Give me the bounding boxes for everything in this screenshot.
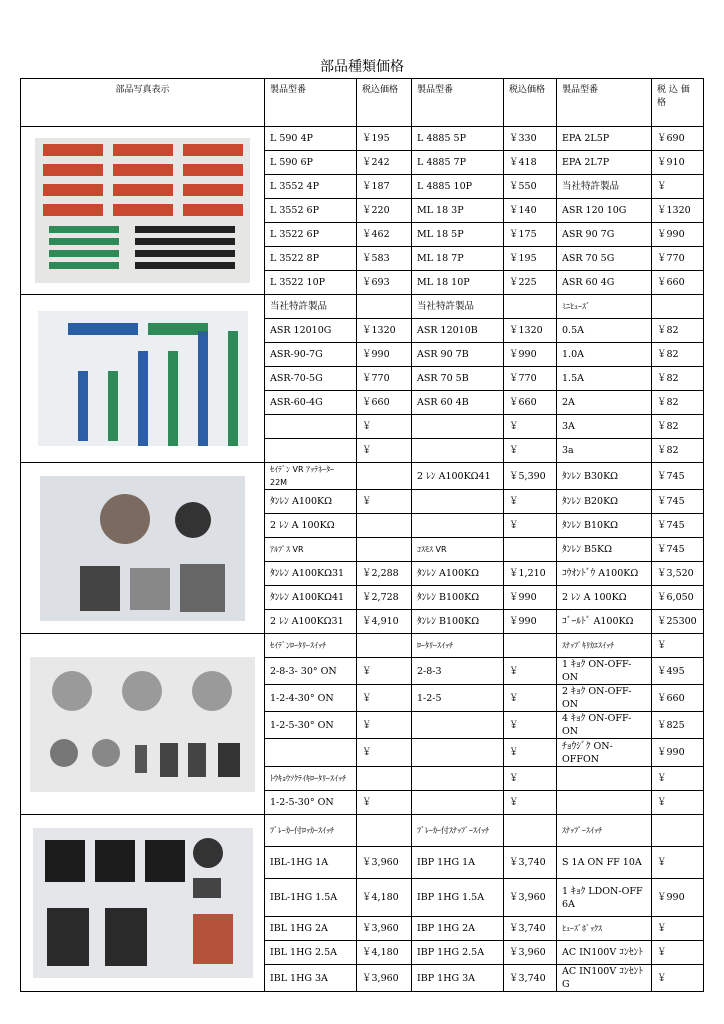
price-cell: ￥: [652, 791, 704, 815]
model-cell: ML 18 5P: [412, 223, 504, 247]
model-cell: L 4885 7P: [412, 151, 504, 175]
price-table: [20, 78, 704, 992]
price-cell: ￥495: [652, 658, 704, 685]
price-cell: ￥82: [652, 415, 704, 439]
price-cell: ￥4,910: [357, 610, 412, 634]
table-row: [21, 634, 704, 658]
price-cell: ￥: [504, 791, 557, 815]
model-cell: ML 18 3P: [412, 199, 504, 223]
price-cell: ￥990: [504, 610, 557, 634]
model-cell: L 4885 5P: [412, 127, 504, 151]
price-cell: ￥330: [504, 127, 557, 151]
model-cell: IBL-1HG 1.5A: [265, 879, 357, 917]
model-cell: [412, 712, 504, 739]
price-cell: ￥550: [504, 175, 557, 199]
price-cell: ￥82: [652, 439, 704, 463]
price-cell: ￥693: [357, 271, 412, 295]
model-cell: [265, 415, 357, 439]
price-cell: ￥25300: [652, 610, 704, 634]
header-model-1: 製品型番: [265, 79, 357, 127]
price-cell: ￥: [357, 658, 412, 685]
model-cell: 当社特許製品: [557, 175, 652, 199]
model-cell: ｾｲﾃﾞﾝ VR ｱｯﾃﾈｰﾀｰ 22M: [265, 463, 357, 490]
section-photo-cell: [21, 815, 265, 992]
model-cell: IBP 1HG 2A: [412, 917, 504, 941]
header-price-2: 税込価格: [504, 79, 557, 127]
model-cell: [412, 415, 504, 439]
model-cell: L 4885 10P: [412, 175, 504, 199]
price-cell: [504, 815, 557, 847]
model-cell: ML 18 10P: [412, 271, 504, 295]
model-cell: IBP 1HG 1A: [412, 847, 504, 879]
price-cell: ￥: [504, 767, 557, 791]
price-cell: ￥745: [652, 514, 704, 538]
table-row: [21, 127, 704, 151]
price-cell: ￥3,740: [504, 847, 557, 879]
price-cell: [504, 538, 557, 562]
price-cell: [357, 767, 412, 791]
model-cell: ASR 12010G: [265, 319, 357, 343]
model-cell: ｺｽﾓｽ VR: [412, 538, 504, 562]
model-cell: IBP 1HG 2.5A: [412, 941, 504, 965]
model-cell: [412, 439, 504, 463]
model-cell: 2 ﾚﾝ A 100KΩ: [557, 586, 652, 610]
price-cell: ￥: [652, 965, 704, 992]
model-cell: L 3522 8P: [265, 247, 357, 271]
price-cell: ￥1320: [652, 199, 704, 223]
model-cell: ﾀﾝﾚﾝ B100KΩ: [412, 586, 504, 610]
price-cell: ￥3,740: [504, 917, 557, 941]
price-cell: ￥: [652, 175, 704, 199]
model-cell: ML 18 7P: [412, 247, 504, 271]
price-cell: ￥660: [357, 391, 412, 415]
model-cell: L 3522 6P: [265, 223, 357, 247]
price-cell: ￥990: [652, 223, 704, 247]
model-cell: ﾛｰﾀﾘｰｽｲｯﾁ: [412, 634, 504, 658]
price-cell: [652, 815, 704, 847]
model-cell: ASR 90 7G: [557, 223, 652, 247]
price-cell: ￥3,960: [357, 917, 412, 941]
header-row: [21, 79, 704, 127]
model-cell: ﾀﾝﾚﾝ B100KΩ: [412, 610, 504, 634]
model-cell: [265, 439, 357, 463]
price-cell: ￥5,390: [504, 463, 557, 490]
table-row: [21, 295, 704, 319]
price-cell: [357, 514, 412, 538]
model-cell: 2 ﾚﾝ A 100KΩ: [265, 514, 357, 538]
model-cell: ﾀﾝﾚﾝ A100KΩ: [412, 562, 504, 586]
model-cell: 2A: [557, 391, 652, 415]
photo-attenuators: [40, 476, 245, 621]
model-cell: ﾀﾝﾚﾝ B10KΩ: [557, 514, 652, 538]
price-cell: [652, 295, 704, 319]
price-cell: ￥187: [357, 175, 412, 199]
model-cell: ASR-90-7G: [265, 343, 357, 367]
price-cell: ￥770: [357, 367, 412, 391]
header-model-3: 製品型番: [557, 79, 652, 127]
price-cell: ￥140: [504, 199, 557, 223]
model-cell: IBL 1HG 2.5A: [265, 941, 357, 965]
model-cell: ASR 70 5G: [557, 247, 652, 271]
model-cell: [412, 791, 504, 815]
price-cell: ￥225: [504, 271, 557, 295]
model-cell: ｱﾙﾌﾟｽ VR: [265, 538, 357, 562]
model-cell: 当社特許製品: [412, 295, 504, 319]
model-cell: [412, 767, 504, 791]
price-cell: ￥: [652, 917, 704, 941]
model-cell: [412, 514, 504, 538]
model-cell: ASR 60 4B: [412, 391, 504, 415]
model-cell: ﾀﾝﾚﾝ A100KΩ41: [265, 586, 357, 610]
price-cell: ￥: [357, 739, 412, 767]
price-cell: ￥583: [357, 247, 412, 271]
model-cell: IBL-1HG 1A: [265, 847, 357, 879]
model-cell: [557, 767, 652, 791]
model-cell: 1-2-5: [412, 685, 504, 712]
model-cell: IBP 1HG 1.5A: [412, 879, 504, 917]
model-cell: ASR-60-4G: [265, 391, 357, 415]
price-cell: ￥3,960: [504, 879, 557, 917]
section-photo-cell: [21, 295, 265, 463]
price-cell: ￥: [504, 514, 557, 538]
model-cell: 3a: [557, 439, 652, 463]
header-price-3: 税 込 価格: [652, 79, 704, 127]
price-cell: ￥82: [652, 343, 704, 367]
price-cell: ￥: [652, 767, 704, 791]
model-cell: ﾀﾝﾚﾝ A100KΩ31: [265, 562, 357, 586]
model-cell: 2 ﾚﾝ A100KΩ41: [412, 463, 504, 490]
price-cell: ￥3,740: [504, 965, 557, 992]
model-cell: 1-2-5-30° ON: [265, 791, 357, 815]
price-cell: ￥690: [652, 127, 704, 151]
section-photo-cell: [21, 463, 265, 634]
price-cell: [357, 538, 412, 562]
model-cell: 3A: [557, 415, 652, 439]
price-cell: [357, 295, 412, 319]
price-cell: ￥770: [504, 367, 557, 391]
price-cell: ￥3,960: [357, 965, 412, 992]
price-cell: [357, 634, 412, 658]
model-cell: 1 ｷｮｸ LDON-OFF 6A: [557, 879, 652, 917]
price-cell: ￥220: [357, 199, 412, 223]
photo-terminal-strips: [35, 138, 250, 283]
price-cell: ￥745: [652, 463, 704, 490]
model-cell: 0.5A: [557, 319, 652, 343]
price-cell: ￥: [357, 439, 412, 463]
price-cell: ￥3,960: [357, 847, 412, 879]
model-cell: ﾄｳｷｮｳｿｸﾃｲｷﾛｰﾀﾘｰｽｲｯﾁ: [265, 767, 357, 791]
model-cell: ASR 90 7B: [412, 343, 504, 367]
section-photo-cell: [21, 127, 265, 295]
price-cell: ￥462: [357, 223, 412, 247]
photo-rotary-switches: [30, 657, 255, 792]
model-cell: 1 ｷｮｸ ON-OFF-ON: [557, 658, 652, 685]
model-cell: EPA 2L5P: [557, 127, 652, 151]
model-cell: ｾｲﾃﾞﾝﾛｰﾀﾘｰｽｲｯﾁ: [265, 634, 357, 658]
price-cell: ￥2,288: [357, 562, 412, 586]
header-photo: 部品写真表示: [21, 79, 265, 127]
model-cell: 当社特許製品: [265, 295, 357, 319]
price-cell: ￥: [504, 712, 557, 739]
model-cell: S 1A ON FF 10A: [557, 847, 652, 879]
price-cell: ￥82: [652, 367, 704, 391]
model-cell: L 3552 6P: [265, 199, 357, 223]
model-cell: 2-8-3: [412, 658, 504, 685]
price-cell: ￥195: [357, 127, 412, 151]
model-cell: ASR 12010B: [412, 319, 504, 343]
model-cell: ﾌﾞﾚｰｶｰ付ｽﾅｯﾌﾟｰｽｲｯﾁ: [412, 815, 504, 847]
price-cell: ￥990: [504, 586, 557, 610]
model-cell: ASR 70 5B: [412, 367, 504, 391]
model-cell: 4 ｷｮｸ ON-OFF-ON: [557, 712, 652, 739]
model-cell: 1-2-5-30° ON: [265, 712, 357, 739]
model-cell: [557, 791, 652, 815]
price-cell: ￥: [357, 415, 412, 439]
model-cell: AC IN100V ｺﾝｾﾝﾄ G: [557, 965, 652, 992]
price-cell: ￥: [652, 634, 704, 658]
model-cell: L 3552 4P: [265, 175, 357, 199]
model-cell: [265, 739, 357, 767]
price-cell: ￥3,520: [652, 562, 704, 586]
price-cell: ￥418: [504, 151, 557, 175]
price-cell: ￥1,210: [504, 562, 557, 586]
header-price-1: 税込価格: [357, 79, 412, 127]
price-cell: ￥990: [652, 879, 704, 917]
model-cell: ｺｳｵﾝﾄﾞｳ A100KΩ: [557, 562, 652, 586]
price-cell: ￥82: [652, 319, 704, 343]
model-cell: L 3522 10P: [265, 271, 357, 295]
model-cell: 1-2-4-30° ON: [265, 685, 357, 712]
price-cell: ￥: [504, 490, 557, 514]
price-cell: ￥990: [357, 343, 412, 367]
price-cell: ￥: [504, 658, 557, 685]
price-cell: ￥: [504, 739, 557, 767]
price-cell: ￥825: [652, 712, 704, 739]
price-cell: ￥: [652, 941, 704, 965]
price-cell: ￥770: [652, 247, 704, 271]
price-cell: ￥6,050: [652, 586, 704, 610]
model-cell: ﾀﾝﾚﾝ A100KΩ: [265, 490, 357, 514]
price-cell: ￥990: [504, 343, 557, 367]
price-cell: ￥660: [652, 271, 704, 295]
price-cell: ￥990: [652, 739, 704, 767]
price-cell: ￥: [652, 847, 704, 879]
model-cell: ﾀﾝﾚﾝ B5KΩ: [557, 538, 652, 562]
model-cell: ｺﾞｰﾙﾄﾞ A100KΩ: [557, 610, 652, 634]
price-cell: ￥: [357, 490, 412, 514]
price-cell: ￥: [357, 685, 412, 712]
page-title: 部品種類価格: [320, 59, 404, 75]
price-cell: [504, 295, 557, 319]
model-cell: L 590 4P: [265, 127, 357, 151]
price-cell: ￥195: [504, 247, 557, 271]
price-cell: [357, 463, 412, 490]
model-cell: IBP 1HG 3A: [412, 965, 504, 992]
model-cell: ﾀﾝﾚﾝ B30KΩ: [557, 463, 652, 490]
model-cell: ﾌﾞﾚｰｶｰ付ﾛｯｶｰｽｲｯﾁ: [265, 815, 357, 847]
price-cell: ￥910: [652, 151, 704, 175]
price-cell: ￥: [504, 415, 557, 439]
model-cell: 2 ﾚﾝ A100KΩ31: [265, 610, 357, 634]
model-cell: ｽﾅｯﾌﾟｷﾘｶｴｽｲｯﾁ: [557, 634, 652, 658]
price-cell: ￥2,728: [357, 586, 412, 610]
model-cell: ASR 120 10G: [557, 199, 652, 223]
model-cell: ﾀﾝﾚﾝ B20KΩ: [557, 490, 652, 514]
price-cell: [504, 634, 557, 658]
price-cell: ￥660: [504, 391, 557, 415]
price-cell: [357, 815, 412, 847]
model-cell: 1.5A: [557, 367, 652, 391]
price-cell: ￥175: [504, 223, 557, 247]
price-cell: ￥1320: [357, 319, 412, 343]
price-cell: ￥745: [652, 490, 704, 514]
table-row: [21, 815, 704, 847]
price-cell: ￥: [504, 685, 557, 712]
price-cell: ￥82: [652, 391, 704, 415]
model-cell: ｽﾅｯﾌﾟｰｽｲｯﾁ: [557, 815, 652, 847]
model-cell: ﾋｭｰｽﾞﾎﾞｯｸｽ: [557, 917, 652, 941]
price-cell: ￥4,180: [357, 879, 412, 917]
model-cell: L 590 6P: [265, 151, 357, 175]
photo-breaker-switches: [33, 828, 253, 978]
model-cell: ASR-70-5G: [265, 367, 357, 391]
price-cell: ￥242: [357, 151, 412, 175]
price-cell: ￥: [357, 712, 412, 739]
price-cell: ￥1320: [504, 319, 557, 343]
model-cell: 2 ｷｮｸ ON-OFF-ON: [557, 685, 652, 712]
model-cell: ASR 60 4G: [557, 271, 652, 295]
price-cell: ￥: [504, 439, 557, 463]
price-cell: ￥4,180: [357, 941, 412, 965]
section-photo-cell: [21, 634, 265, 815]
photo-asr-boards: [38, 311, 248, 446]
model-cell: ﾐﾆﾋｭｰｽﾞ: [557, 295, 652, 319]
price-cell: ￥660: [652, 685, 704, 712]
price-cell: ￥745: [652, 538, 704, 562]
model-cell: ﾁｮｳｼﾞｸ ON-OFFON: [557, 739, 652, 767]
model-cell: [412, 490, 504, 514]
price-cell: ￥3,960: [504, 941, 557, 965]
model-cell: EPA 2L7P: [557, 151, 652, 175]
table-row: [21, 463, 704, 490]
model-cell: AC IN100V ｺﾝｾﾝﾄ: [557, 941, 652, 965]
model-cell: [412, 739, 504, 767]
model-cell: IBL 1HG 2A: [265, 917, 357, 941]
header-model-2: 製品型番: [412, 79, 504, 127]
model-cell: IBL 1HG 3A: [265, 965, 357, 992]
price-cell: ￥: [357, 791, 412, 815]
model-cell: 1.0A: [557, 343, 652, 367]
model-cell: 2-8-3- 30° ON: [265, 658, 357, 685]
